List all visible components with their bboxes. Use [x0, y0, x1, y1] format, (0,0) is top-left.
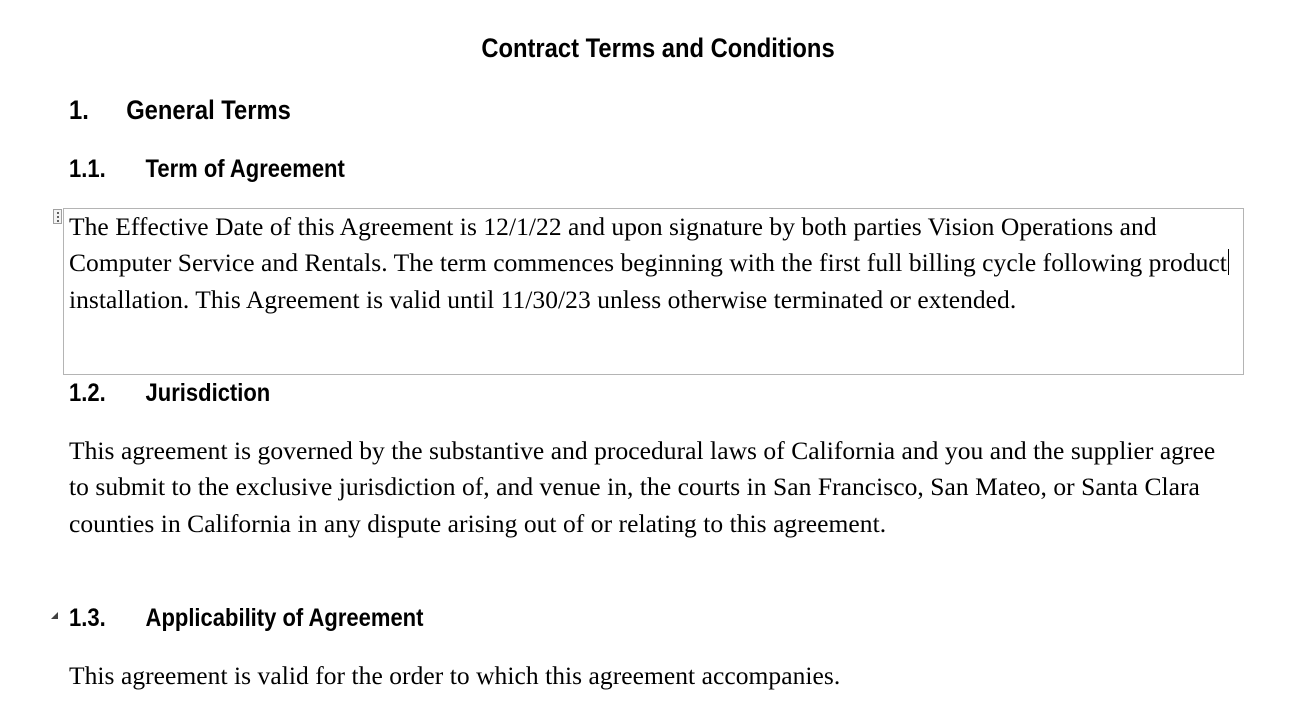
drag-handle-icon[interactable] [53, 209, 62, 224]
section-1-2-title: Jurisdiction [145, 379, 271, 407]
text-cursor [1228, 249, 1229, 275]
section-1-1-number: 1.1. [69, 155, 106, 183]
section-1-1-body-start: The Effective Date of this Agreement is 12/1/22 and upon signature by both parties Vision Operations and Computer Service and Rentals. The term commences beginning with the first full billing cycle following product [69, 212, 1227, 278]
section-1-2-heading[interactable] [69, 377, 270, 409]
collapse-triangle-icon[interactable] [51, 612, 58, 619]
section-1-heading[interactable] [69, 92, 291, 128]
section-1-1-body-end: installation. This Agreement is valid until 11/30/23 unless otherwise terminated or extended. [69, 284, 1017, 314]
section-1-2-body[interactable]: This agreement is governed by the substantive and procedural laws of California and you and the supplier agree to submit to the exclusive jurisdiction of, and venue in, the courts in San Francisco, San Mateo, or Santa Clara counties in California in any dispute arising out of or relating to this agreement. [69, 436, 1216, 538]
section-1-3-title: Applicability of Agreement [145, 604, 424, 632]
section-1-1-heading[interactable] [69, 153, 345, 185]
document-title: Contract Terms and Conditions [481, 33, 835, 63]
section-1-number: 1. [69, 95, 89, 125]
section-1-1-title: Term of Agreement [145, 155, 345, 183]
section-1-3-body[interactable]: This agreement is valid for the order to which this agreement accompanies. [69, 661, 841, 690]
section-1-3-heading[interactable] [69, 602, 423, 634]
section-1-1-body[interactable] [69, 209, 1239, 318]
section-1-3-number: 1.3. [69, 604, 106, 632]
section-1-2-number: 1.2. [69, 379, 106, 407]
section-1-title: General Terms [126, 95, 291, 125]
